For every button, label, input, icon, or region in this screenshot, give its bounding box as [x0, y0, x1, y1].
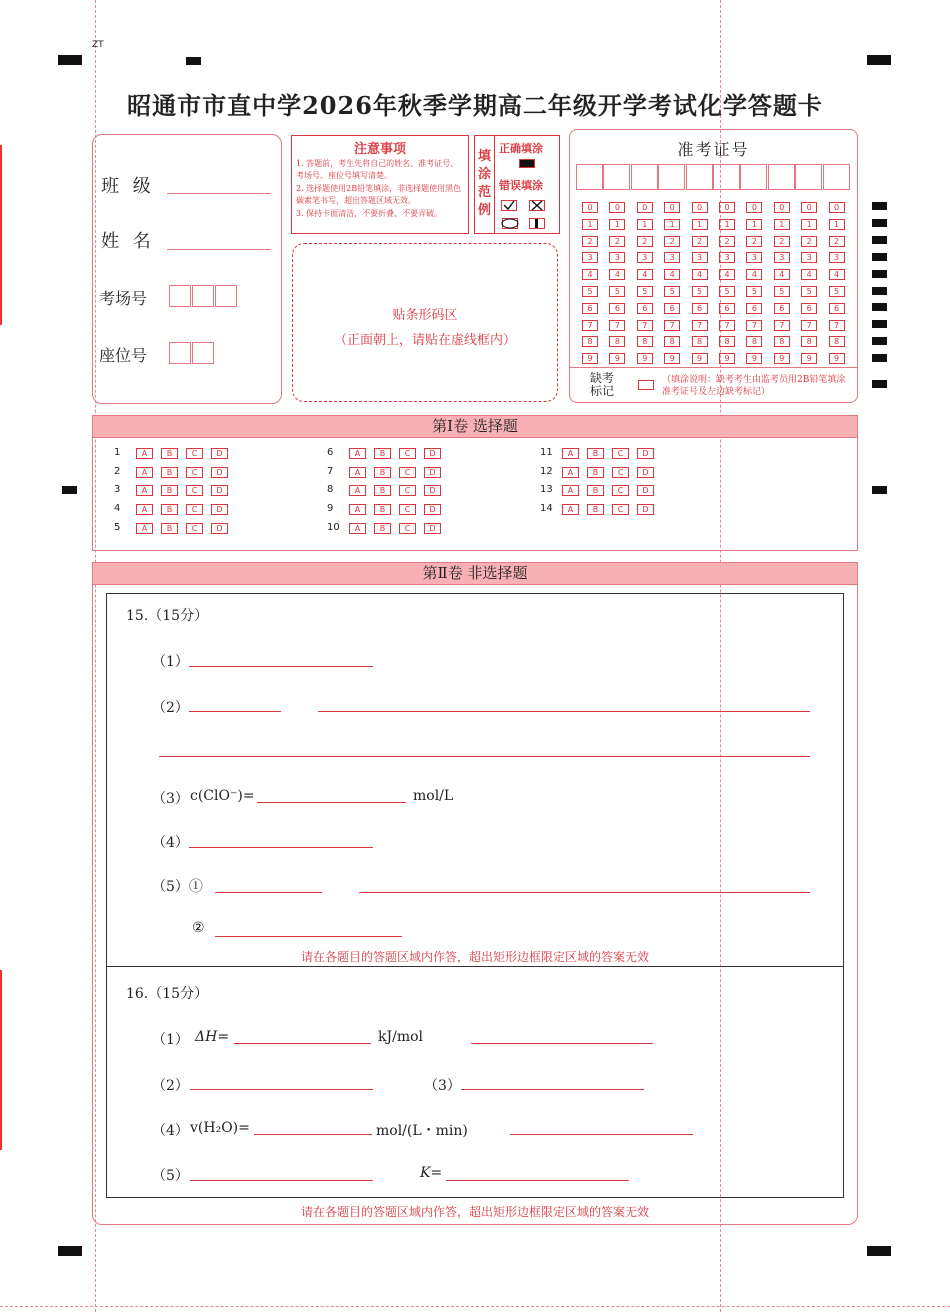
q16-part5-answer-b[interactable] [446, 1180, 629, 1181]
exam-number-title: 准考证号 [677, 140, 750, 159]
q15-part3-answer[interactable] [257, 802, 406, 803]
exam-digit-bubble[interactable]: 2 [774, 236, 790, 247]
exam-digit-bubble[interactable]: 3 [746, 252, 762, 263]
question-number: 6 [327, 447, 334, 458]
timing-mark [872, 202, 887, 210]
timing-mark [872, 303, 887, 311]
question-number: 11 [540, 447, 553, 458]
position-mark [186, 57, 201, 65]
exam-digit-bubble[interactable]: 2 [637, 236, 653, 247]
section2-header: 第Ⅱ卷 非选择题 [92, 562, 858, 585]
option-bubble-b[interactable]: B [374, 448, 391, 459]
q16-part1-label: （1） [152, 1032, 189, 1048]
answer-frame [106, 593, 844, 1198]
exam-number-box [569, 129, 858, 403]
exam-digit-bubble[interactable]: 6 [637, 303, 653, 314]
exam-digit-bubble[interactable]: 1 [746, 219, 762, 230]
q15-header: 15.（15分） [126, 608, 209, 624]
exam-digit-bubble[interactable]: 5 [719, 286, 735, 297]
q15-part3-expression: c(ClO⁻)= [190, 788, 255, 804]
question-number: 3 [114, 484, 121, 496]
option-bubble-c[interactable]: C [612, 448, 629, 459]
option-bubble-d[interactable]: D [424, 448, 441, 459]
exam-digit-write-box[interactable] [823, 164, 850, 190]
exam-digit-bubble[interactable]: 1 [609, 219, 625, 230]
position-mark [58, 55, 82, 65]
option-bubble-b[interactable]: B [161, 448, 178, 459]
exam-digit-bubble[interactable]: 7 [582, 320, 598, 331]
class-label: 班 级 [101, 176, 155, 197]
q16-part4-label: （4） [152, 1123, 189, 1139]
timing-mark [872, 236, 887, 244]
exam-digit-bubble[interactable]: 1 [582, 219, 598, 230]
notice-heading: 注意事项 [353, 142, 406, 157]
cut-line-bottom [0, 1306, 950, 1307]
section1-box [92, 437, 858, 551]
q15-part5-answer-2[interactable] [215, 936, 402, 937]
timing-mark [872, 337, 887, 345]
question-number: 12 [540, 465, 553, 477]
option-bubble-a[interactable]: A [349, 504, 366, 515]
q16-part2-answer[interactable] [190, 1089, 373, 1090]
class-field[interactable] [167, 193, 271, 194]
option-bubble-b[interactable]: B [161, 504, 178, 515]
wrong-fill-check-icon [501, 196, 517, 215]
exam-digit-bubble[interactable]: 9 [692, 353, 708, 364]
notice-item: 2. 选择题使用2B铅笔填涂，非选择题使用黑色碳素笔书写，超出答题区域无效。 [296, 184, 462, 205]
absent-label: 缺考 标记 [590, 371, 615, 398]
q16-part4-answer-b[interactable] [510, 1134, 693, 1135]
q16-part3-answer[interactable] [461, 1089, 644, 1090]
q15-part4-label: （4） [152, 835, 189, 851]
option-bubble-c[interactable]: C [612, 467, 629, 478]
question-number: 2 [114, 465, 121, 477]
exam-digit-bubble[interactable]: 2 [582, 236, 598, 247]
q16-part3-label: （3） [424, 1078, 461, 1094]
option-bubble-b[interactable]: B [587, 448, 604, 459]
option-bubble-d[interactable]: D [424, 467, 441, 478]
q15-part4-answer[interactable] [189, 847, 373, 848]
option-bubble-a[interactable]: A [349, 485, 366, 496]
room-label: 考场号 [99, 289, 148, 308]
question-number: 10 [327, 521, 340, 533]
q16-part4-unit: mol/(L・min) [376, 1123, 468, 1139]
exam-digit-bubble[interactable]: 4 [692, 269, 708, 280]
seat-label: 座位号 [99, 346, 148, 365]
q16-part4-answer-a[interactable] [254, 1134, 372, 1135]
option-bubble-d[interactable]: D [424, 485, 441, 496]
option-bubble-b[interactable]: B [587, 504, 604, 515]
exam-digit-bubble[interactable]: 8 [664, 336, 680, 347]
exam-digit-bubble[interactable]: 9 [719, 353, 735, 364]
q15-part1-label: （1） [152, 654, 189, 670]
q16-part5-label: （5） [152, 1168, 189, 1184]
option-bubble-d[interactable]: D [637, 485, 654, 496]
option-bubble-b[interactable]: B [161, 523, 178, 534]
option-bubble-b[interactable]: B [374, 504, 391, 515]
exam-digit-bubble[interactable]: 6 [582, 303, 598, 314]
exam-digit-bubble[interactable]: 4 [719, 269, 735, 280]
exam-digit-bubble[interactable]: 1 [719, 219, 735, 230]
student-info-box [92, 134, 282, 404]
exam-digit-bubble[interactable]: 8 [609, 336, 625, 347]
exam-digit-write-box[interactable] [795, 164, 822, 190]
q15-part5-label: （5）① [152, 879, 203, 895]
exam-digit-bubble[interactable]: 5 [801, 286, 817, 297]
exam-digit-bubble[interactable]: 4 [801, 269, 817, 280]
exam-digit-write-box[interactable] [740, 164, 767, 190]
q15-part5-answer-1a[interactable] [215, 892, 322, 893]
exam-digit-bubble[interactable]: 7 [719, 320, 735, 331]
q16-part5-k-label: K= [420, 1165, 443, 1181]
exam-digit-bubble[interactable]: 3 [774, 252, 790, 263]
exam-digit-bubble[interactable]: 6 [801, 303, 817, 314]
exam-digit-bubble[interactable]: 3 [609, 252, 625, 263]
notice-box [291, 135, 469, 234]
question-number: 8 [327, 484, 334, 496]
exam-digit-bubble[interactable]: 0 [774, 202, 790, 213]
exam-digit-bubble[interactable]: 7 [692, 320, 708, 331]
option-bubble-a[interactable]: A [136, 485, 153, 496]
exam-digit-bubble[interactable]: 5 [609, 286, 625, 297]
question-number: 14 [540, 503, 553, 515]
exam-digit-bubble[interactable]: 9 [774, 353, 790, 364]
q15-part2-answer-c[interactable] [159, 756, 810, 757]
exam-digit-bubble[interactable]: 4 [582, 269, 598, 280]
exam-digit-bubble[interactable]: 3 [637, 252, 653, 263]
fill-example-label: 填 涂 范 例 [475, 136, 495, 233]
option-bubble-d[interactable]: D [211, 523, 228, 534]
exam-digit-bubble[interactable]: 3 [692, 252, 708, 263]
q16-part5-answer-a[interactable] [190, 1180, 373, 1181]
q16-part1-unit: kJ/mol [378, 1029, 423, 1045]
option-bubble-c[interactable]: C [399, 485, 416, 496]
option-bubble-b[interactable]: B [161, 467, 178, 478]
page-title: 昭通市市直中学2026年秋季学期高二年级开学考试化学答题卡 [127, 91, 823, 120]
exam-digit-bubble[interactable]: 6 [664, 303, 680, 314]
option-bubble-d[interactable]: D [211, 485, 228, 496]
timing-mark [872, 219, 887, 227]
room-digit-box[interactable] [215, 285, 237, 307]
exam-digit-bubble[interactable]: 4 [746, 269, 762, 280]
exam-digit-bubble[interactable]: 7 [801, 320, 817, 331]
exam-digit-bubble[interactable]: 0 [829, 202, 845, 213]
option-bubble-a[interactable]: A [349, 467, 366, 478]
edge-mark-left-bottom [0, 970, 2, 1150]
position-mark [58, 1246, 82, 1256]
wrong-fill-cross-icon [529, 196, 545, 215]
exam-digit-bubble[interactable]: 9 [609, 353, 625, 364]
exam-digit-bubble[interactable]: 8 [637, 336, 653, 347]
name-label: 姓 名 [101, 231, 155, 252]
exam-digit-write-box[interactable] [631, 164, 658, 190]
exam-digit-bubble[interactable]: 9 [829, 353, 845, 364]
option-bubble-c[interactable]: C [399, 504, 416, 515]
exam-digit-bubble[interactable]: 5 [692, 286, 708, 297]
exam-digit-bubble[interactable]: 7 [774, 320, 790, 331]
question-number: 9 [327, 503, 334, 515]
exam-digit-bubble[interactable]: 6 [692, 303, 708, 314]
q16-part2-label: （2） [152, 1078, 189, 1094]
position-mark [867, 55, 891, 65]
q16-part4-expression: v(H₂O)= [190, 1120, 250, 1136]
exam-digit-bubble[interactable]: 1 [829, 219, 845, 230]
notice-item: 1. 答题前，考生先将自己的姓名、准考证号、考场号、座位号填写清楚。 [296, 159, 459, 180]
question-number: 5 [114, 521, 121, 533]
timing-mark [872, 380, 887, 388]
exam-digit-bubble[interactable]: 2 [692, 236, 708, 247]
question-number: 13 [540, 484, 553, 496]
question-number: 4 [114, 503, 121, 515]
q15-part5-sub2-label: ② [192, 920, 205, 936]
exam-digit-bubble[interactable]: 5 [829, 286, 845, 297]
position-mark [62, 486, 77, 494]
wrong-fill-circle-icon [501, 214, 519, 233]
option-bubble-a[interactable]: A [349, 448, 366, 459]
exam-digit-bubble[interactable]: 3 [829, 252, 845, 263]
exam-digit-bubble[interactable]: 0 [637, 202, 653, 213]
barcode-title: 贴条形码区 [392, 308, 458, 323]
option-bubble-b[interactable]: B [374, 467, 391, 478]
exam-digit-bubble[interactable]: 9 [746, 353, 762, 364]
room-digit-box[interactable] [192, 285, 214, 307]
option-bubble-d[interactable]: D [424, 504, 441, 515]
fill-example-box [474, 135, 560, 234]
option-bubble-d[interactable]: D [637, 467, 654, 478]
option-bubble-d[interactable]: D [211, 504, 228, 515]
exam-digit-write-box[interactable] [576, 164, 603, 190]
exam-digit-bubble[interactable]: 7 [609, 320, 625, 331]
option-bubble-a[interactable]: A [562, 448, 579, 459]
exam-digit-bubble[interactable]: 7 [829, 320, 845, 331]
exam-digit-bubble[interactable]: 4 [829, 269, 845, 280]
exam-digit-bubble[interactable]: 4 [774, 269, 790, 280]
exam-digit-bubble[interactable]: 6 [774, 303, 790, 314]
timing-mark [872, 354, 887, 362]
q15-part1-answer[interactable] [189, 666, 373, 667]
timing-mark [872, 287, 887, 295]
exam-digit-bubble[interactable]: 2 [719, 236, 735, 247]
exam-digit-write-box[interactable] [768, 164, 795, 190]
exam-digit-bubble[interactable]: 8 [746, 336, 762, 347]
option-bubble-b[interactable]: B [587, 485, 604, 496]
option-bubble-b[interactable]: B [374, 485, 391, 496]
option-bubble-c[interactable]: C [186, 523, 203, 534]
exam-digit-bubble[interactable]: 8 [582, 336, 598, 347]
option-bubble-a[interactable]: A [562, 504, 579, 515]
exam-digit-bubble[interactable]: 4 [609, 269, 625, 280]
correct-fill-label: 正确填涂 [499, 142, 543, 155]
exam-digit-bubble[interactable]: 1 [774, 219, 790, 230]
divider [570, 367, 857, 368]
exam-digit-bubble[interactable]: 0 [746, 202, 762, 213]
exam-digit-write-box[interactable] [713, 164, 740, 190]
exam-digit-bubble[interactable]: 3 [801, 252, 817, 263]
option-bubble-c[interactable]: C [399, 523, 416, 534]
correct-fill-sample [519, 159, 535, 168]
option-bubble-a[interactable]: A [562, 485, 579, 496]
option-bubble-a[interactable]: A [349, 523, 366, 534]
exam-digit-bubble[interactable]: 5 [637, 286, 653, 297]
exam-digit-bubble[interactable]: 7 [746, 320, 762, 331]
exam-digit-bubble[interactable]: 9 [664, 353, 680, 364]
exam-digit-bubble[interactable]: 6 [609, 303, 625, 314]
exam-digit-bubble[interactable]: 4 [637, 269, 653, 280]
option-bubble-c[interactable]: C [186, 504, 203, 515]
exam-digit-write-box[interactable] [686, 164, 713, 190]
option-bubble-a[interactable]: A [136, 467, 153, 478]
exam-digit-bubble[interactable]: 8 [719, 336, 735, 347]
option-bubble-c[interactable]: C [612, 504, 629, 515]
exam-digit-bubble[interactable]: 0 [719, 202, 735, 213]
option-bubble-a[interactable]: A [562, 467, 579, 478]
answer-area-warning: 请在各题目的答题区域内作答，超出矩形边框限定区域的答案无效 [300, 1205, 649, 1219]
exam-digit-bubble[interactable]: 2 [746, 236, 762, 247]
exam-digit-bubble[interactable]: 6 [719, 303, 735, 314]
option-bubble-c[interactable]: C [612, 485, 629, 496]
exam-digit-bubble[interactable]: 3 [719, 252, 735, 263]
option-bubble-a[interactable]: A [136, 448, 153, 459]
exam-digit-bubble[interactable]: 2 [829, 236, 845, 247]
exam-digit-bubble[interactable]: 9 [637, 353, 653, 364]
timing-mark [872, 270, 887, 278]
option-bubble-d[interactable]: D [637, 504, 654, 515]
notice-item: 3. 保持卡面清洁，不要折叠、不要弄破。 [296, 209, 443, 218]
exam-digit-bubble[interactable]: 1 [664, 219, 680, 230]
exam-digit-bubble[interactable]: 0 [582, 202, 598, 213]
absent-note: （填涂说明：缺考考生由监考员用2B铅笔填涂准考证号及左边缺考标记） [662, 375, 846, 397]
exam-digit-bubble[interactable]: 1 [637, 219, 653, 230]
exam-digit-bubble[interactable]: 7 [664, 320, 680, 331]
q15-part3-label: （3） [152, 791, 189, 807]
exam-digit-bubble[interactable]: 8 [692, 336, 708, 347]
option-bubble-b[interactable]: B [587, 467, 604, 478]
q15-part2-answer-b[interactable] [318, 711, 810, 712]
question-number: 1 [114, 447, 121, 458]
position-mark [867, 1246, 891, 1256]
name-field[interactable] [167, 249, 271, 250]
exam-digit-write-box[interactable] [658, 164, 685, 190]
option-bubble-c[interactable]: C [186, 485, 203, 496]
option-bubble-a[interactable]: A [136, 504, 153, 515]
option-bubble-b[interactable]: B [374, 523, 391, 534]
section1-header: 第Ⅰ卷 选择题 [92, 415, 858, 438]
timing-mark [872, 320, 887, 328]
question-number: 7 [327, 465, 334, 477]
exam-digit-bubble[interactable]: 4 [664, 269, 680, 280]
exam-digit-bubble[interactable]: 8 [801, 336, 817, 347]
exam-digit-bubble[interactable]: 9 [801, 353, 817, 364]
option-bubble-c[interactable]: C [399, 448, 416, 459]
q16-part1-answer-a[interactable] [234, 1043, 371, 1044]
exam-digit-write-box[interactable] [603, 164, 630, 190]
absent-bubble[interactable] [638, 380, 654, 390]
wrong-fill-partial-icon [529, 214, 545, 233]
exam-digit-bubble[interactable]: 0 [664, 202, 680, 213]
seat-digit-box[interactable] [169, 342, 191, 364]
timing-mark [872, 253, 887, 261]
exam-digit-bubble[interactable]: 6 [746, 303, 762, 314]
exam-digit-bubble[interactable]: 6 [829, 303, 845, 314]
edge-mark-left-top [0, 145, 2, 325]
q15-part2-label: （2） [152, 700, 189, 716]
option-bubble-d[interactable]: D [424, 523, 441, 534]
q15-part5-answer-1b[interactable] [359, 892, 810, 893]
exam-digit-bubble[interactable]: 1 [801, 219, 817, 230]
option-bubble-d[interactable]: D [211, 467, 228, 478]
exam-digit-bubble[interactable]: 1 [692, 219, 708, 230]
exam-digit-bubble[interactable]: 7 [637, 320, 653, 331]
exam-digit-bubble[interactable]: 8 [774, 336, 790, 347]
option-bubble-c[interactable]: C [399, 467, 416, 478]
exam-digit-bubble[interactable]: 3 [664, 252, 680, 263]
option-bubble-d[interactable]: D [637, 448, 654, 459]
exam-digit-bubble[interactable]: 2 [801, 236, 817, 247]
exam-digit-bubble[interactable]: 2 [664, 236, 680, 247]
barcode-hint: （正面朝上，请贴在虚线框内） [333, 333, 516, 348]
exam-digit-bubble[interactable]: 5 [582, 286, 598, 297]
exam-digit-bubble[interactable]: 9 [582, 353, 598, 364]
exam-digit-bubble[interactable]: 2 [609, 236, 625, 247]
answer-area-warning: 请在各题目的答题区域内作答，超出矩形边框限定区域的答案无效 [300, 950, 649, 964]
option-bubble-c[interactable]: C [186, 467, 203, 478]
exam-digit-bubble[interactable]: 0 [692, 202, 708, 213]
option-bubble-b[interactable]: B [161, 485, 178, 496]
option-bubble-a[interactable]: A [136, 523, 153, 534]
seat-digit-box[interactable] [192, 342, 214, 364]
corner-code: ZT [92, 40, 104, 50]
option-bubble-d[interactable]: D [211, 448, 228, 459]
room-digit-box[interactable] [169, 285, 191, 307]
exam-digit-bubble[interactable]: 0 [801, 202, 817, 213]
q16-part1-answer-b[interactable] [471, 1043, 653, 1044]
wrong-fill-label: 错误填涂 [499, 179, 543, 192]
position-mark [872, 486, 887, 494]
answer-frame-divider [106, 966, 843, 967]
exam-digit-bubble[interactable]: 8 [829, 336, 845, 347]
exam-digit-bubble[interactable]: 5 [774, 286, 790, 297]
barcode-area [292, 243, 558, 402]
exam-digit-bubble[interactable]: 5 [664, 286, 680, 297]
option-bubble-c[interactable]: C [186, 448, 203, 459]
exam-digit-bubble[interactable]: 0 [609, 202, 625, 213]
q16-header: 16.（15分） [126, 986, 209, 1002]
exam-digit-bubble[interactable]: 5 [746, 286, 762, 297]
q15-part3-unit: mol/L [413, 788, 454, 804]
q15-part2-answer-a[interactable] [189, 711, 281, 712]
q16-part1-expression: ΔH= [195, 1029, 230, 1045]
exam-digit-bubble[interactable]: 3 [582, 252, 598, 263]
